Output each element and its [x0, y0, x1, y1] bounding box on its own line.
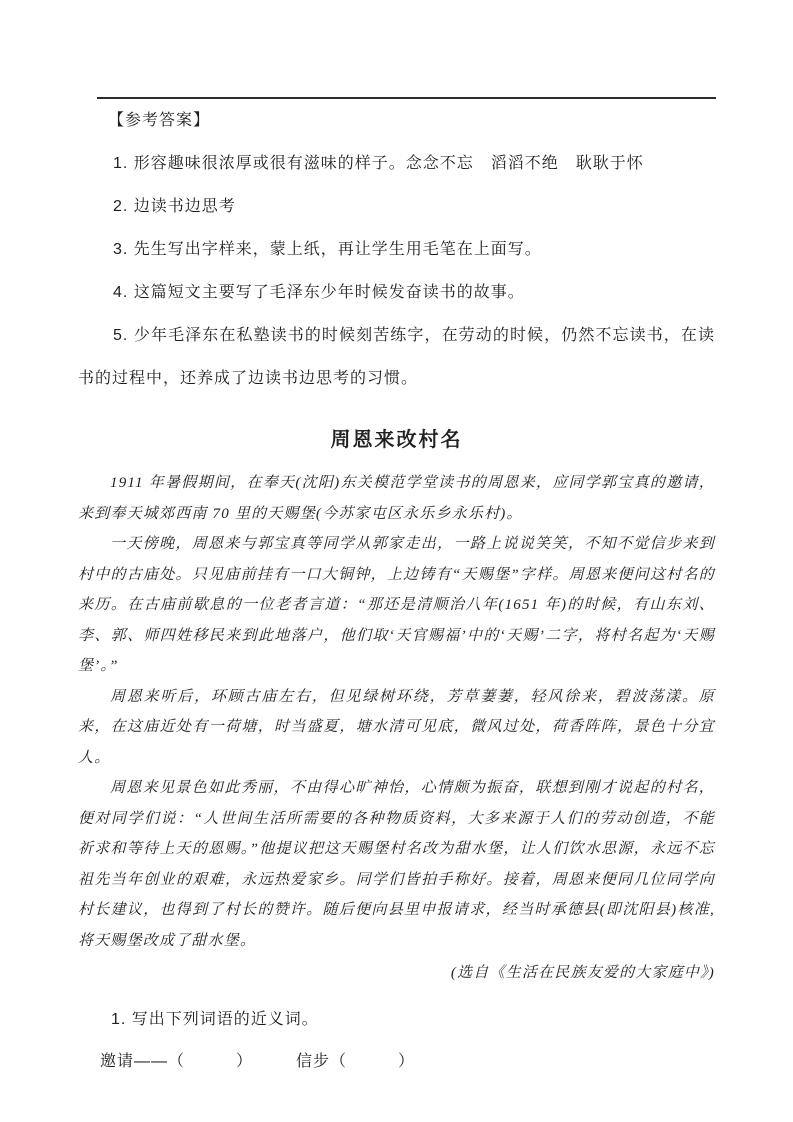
passage-title: 周恩来改村名	[330, 429, 463, 451]
passage-source: (选自《生活在民族友爱的大家庭中》)	[450, 965, 715, 981]
passage-paragraph-1: 1911 年暑假期间，在奉天(沈阳)东关模范学堂读书的周恩来，应同学郭宝真的邀请，来到奉天城郊西南 70 里的天赐堡(今苏家屯区永乐乡永乐村)。	[78, 475, 715, 522]
passage-paragraph-4: 周恩来见景色如此秀丽，不由得心旷神怡，心情颇为振奋，联想到刚才说起的村名，便对同学们说：“人世间生活所需要的各种物质资料，大多来源于人们的劳动创造，不能祈求和等待上天的恩赐。”他提议把这天赐堡村名改为甜水堡，让人们饮水思源，永远不忘祖先当年创业的艰难，永远热爱家乡。同学们皆拍手称好。接着，周恩来便同几位同学向村长建议，也得到了村长的赞许。随后便向县里申报请求，经当时承德县(即沈阳县)核准,将天赐堡改成了甜水堡。	[78, 780, 715, 949]
answers-heading: 【参考答案】	[108, 112, 211, 129]
question-1: 1. 写出下列词语的近义词。	[111, 1010, 319, 1028]
answer-item-3: 3. 先生写出字样来，蒙上纸，再让学生用毛笔在上面写。	[113, 241, 542, 258]
answer-item-5: 5. 少年毛泽东在私塾读书的时候刻苦练字，在劳动的时候，仍然不忘读书，在读书的过程中，还养成了边读书边思考的习惯。	[78, 327, 715, 387]
passage-paragraph-2: 一天傍晚，周恩来与郭宝真等同学从郭家走出，一路上说说笑笑，不知不觉信步来到村中的古庙处。只见庙前挂有一口大铜钟，上边铸有“天赐堡”字样。周恩来便问这村名的来历。在古庙前歇息的一位老者言道：“那还是清顺治八年(1651 年)的时候，有山东刘、李、郭、师四姓移民来到此地落户，他们取‘天官赐福’中的‘天赐’二字，将村名起为‘天赐堡’。”	[78, 536, 715, 674]
synonym-blanks: 邀请——（ ） 信步（ ）	[100, 1052, 416, 1070]
answer-item-1: 1. 形容趣味很浓厚或很有滋味的样子。念念不忘 滔滔不绝 耿耿于怀	[113, 155, 644, 172]
answer-item-2: 2. 边读书边思考	[113, 198, 236, 215]
passage-paragraph-3: 周恩来听后，环顾古庙左右，但见绿树环绕，芳草萋萋，轻风徐来，碧波荡漾。原来，在这庙近处有一荷塘，时当盛夏，塘水清可见底，微风过处，荷香阵阵，景色十分宜人。	[78, 688, 715, 766]
reference-answers-section	[78, 99, 715, 400]
answer-item-4: 4. 这篇短文主要写了毛泽东少年时候发奋读书的故事。	[113, 284, 525, 301]
passage-body	[78, 468, 715, 989]
exercise-section	[78, 999, 715, 1083]
